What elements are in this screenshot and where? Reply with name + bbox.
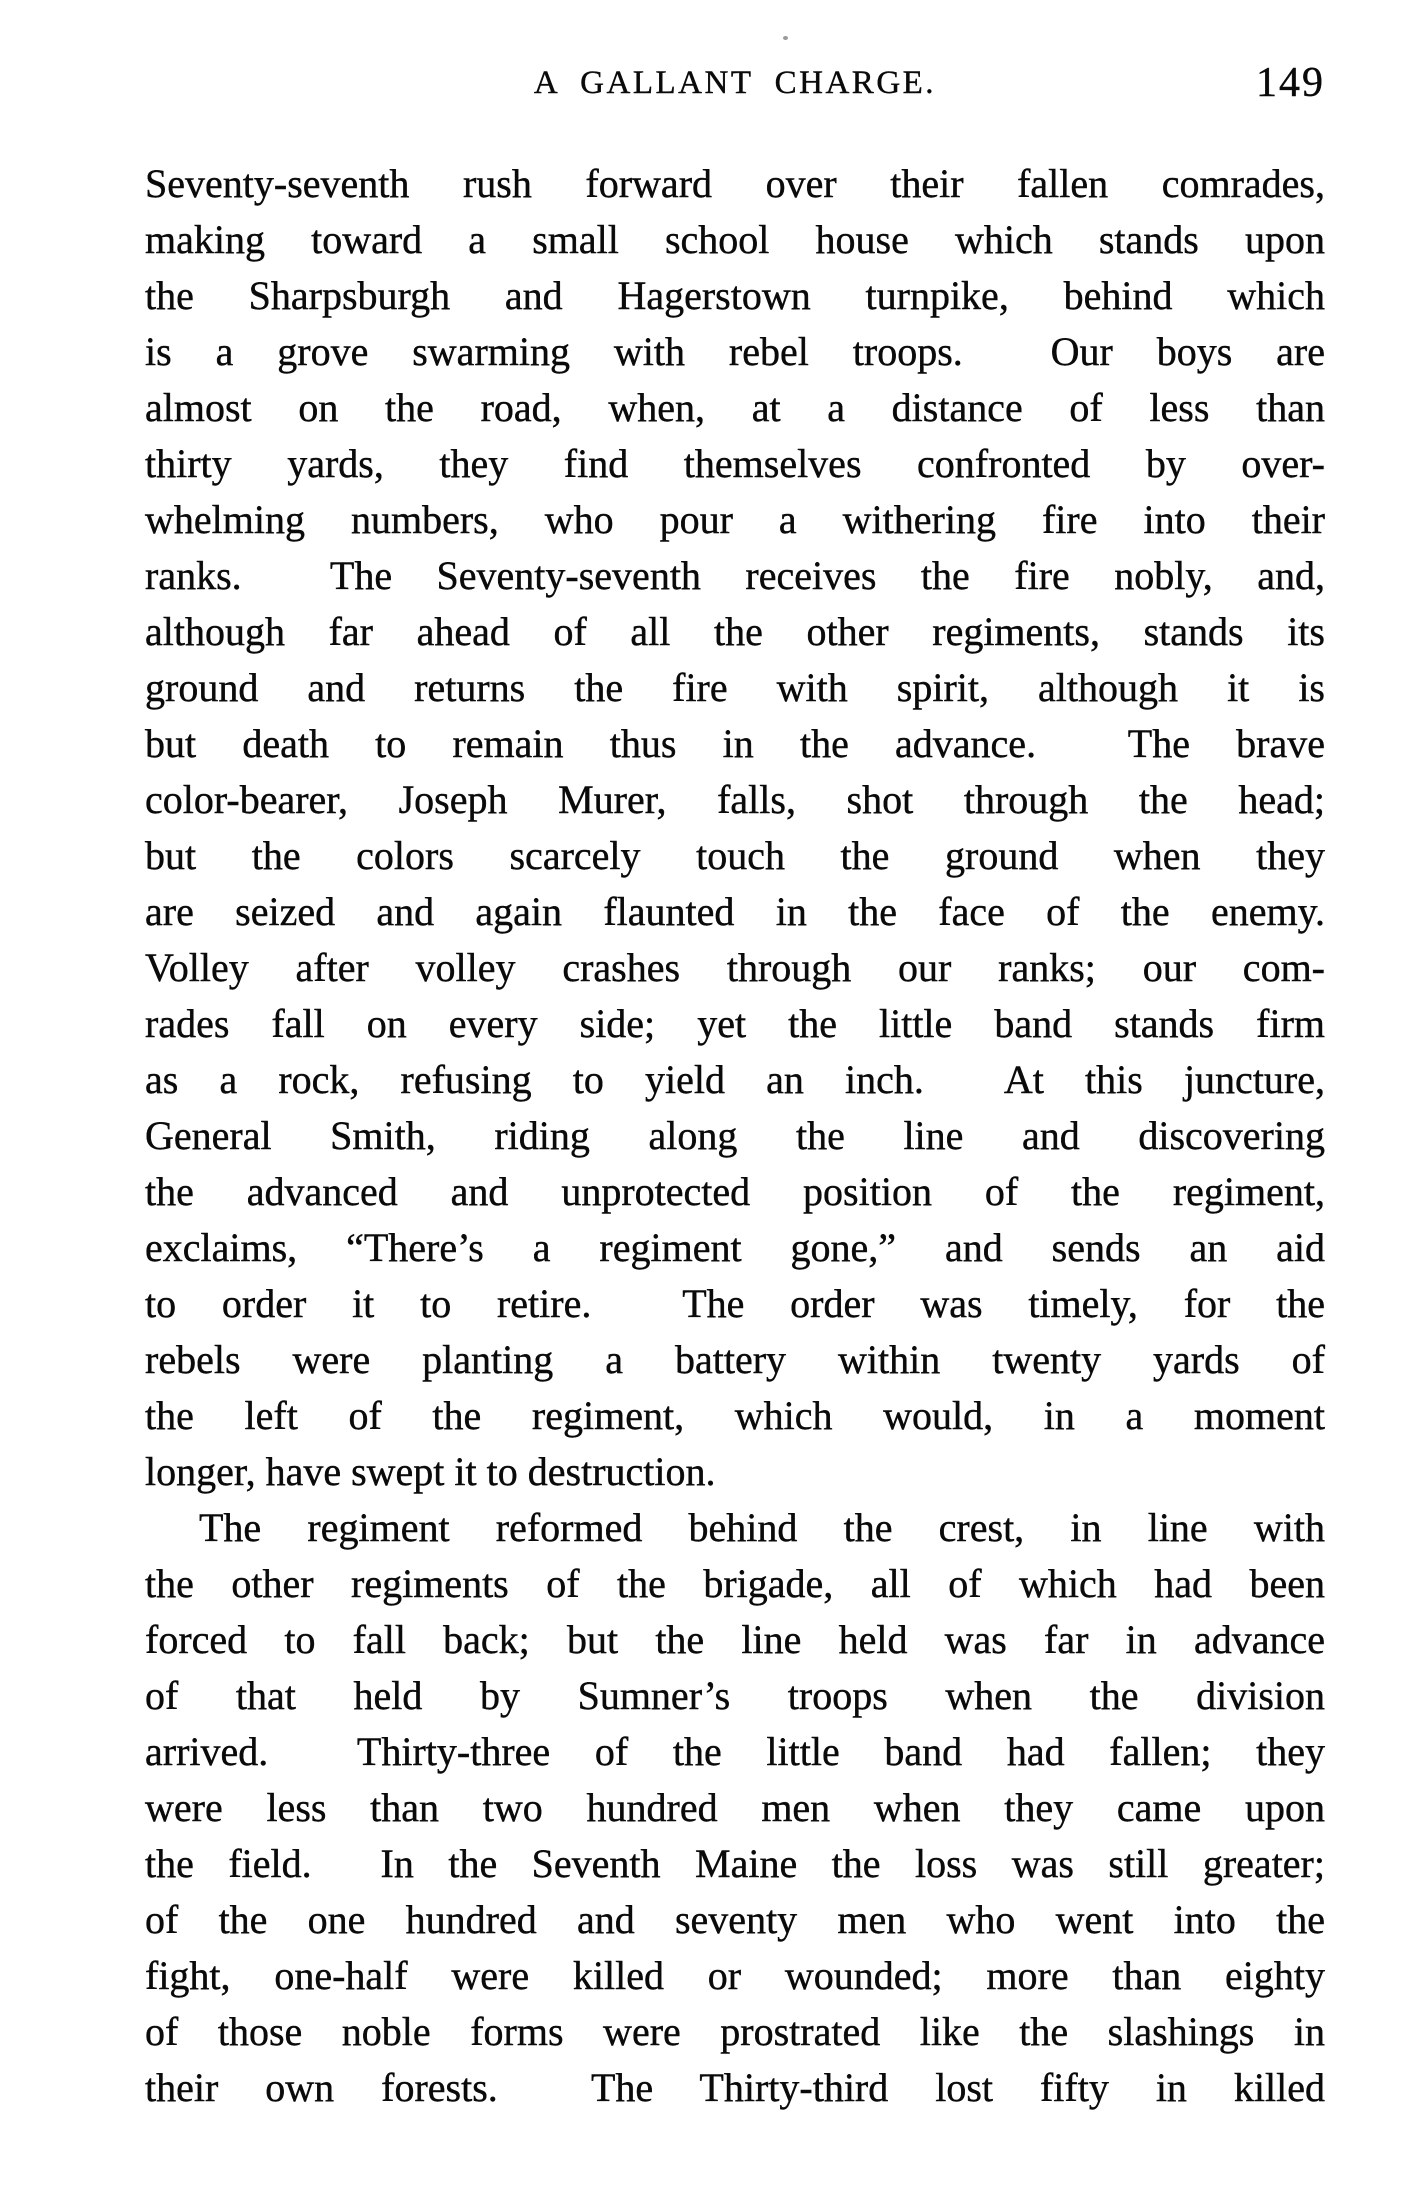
text-line: arrived. Thirty-three of the little band had fallen; they	[145, 1729, 1325, 1774]
text-line: rebels were planting a battery within twenty yards of	[145, 1337, 1325, 1382]
text-line: are seized and again flaunted in the face of the enemy.	[145, 889, 1325, 934]
paragraph	[145, 156, 1325, 1500]
text-line: ground and returns the fire with spirit, although it is	[145, 665, 1325, 710]
text-line: making toward a small school house which stands upon	[145, 217, 1325, 262]
text-line: but the colors scarcely touch the ground when they	[145, 833, 1325, 878]
text-line: ranks. The Seventy-seventh receives the fire nobly, and,	[145, 553, 1325, 598]
scan-artifact-dot	[783, 36, 788, 40]
running-title: A GALLANT CHARGE.	[533, 65, 937, 101]
text-line: of those noble forms were prostrated like the slashings in	[145, 2009, 1325, 2054]
text-line: the left of the regiment, which would, in a moment	[145, 1393, 1325, 1438]
text-line: of that held by Sumner’s troops when the division	[145, 1673, 1325, 1718]
text-line: The regiment reformed behind the crest, in line with	[199, 1505, 1325, 1550]
page-body	[145, 156, 1325, 2116]
page-header	[145, 58, 1325, 108]
text-line: longer, have swept it to destruction.	[145, 1449, 716, 1494]
text-line: the field. In the Seventh Maine the loss was still greater;	[145, 1841, 1325, 1886]
text-line: General Smith, riding along the line and discovering	[145, 1113, 1325, 1158]
paragraph	[145, 1500, 1325, 2116]
text-line: although far ahead of all the other regiments, stands its	[145, 609, 1325, 654]
text-line: thirty yards, they find themselves confronted by over-	[145, 441, 1325, 486]
text-line: Seventy-seventh rush forward over their fallen comrades,	[145, 161, 1325, 206]
text-line: forced to fall back; but the line held was far in advance	[145, 1617, 1325, 1662]
text-line: to order it to retire. The order was timely, for the	[145, 1281, 1325, 1326]
text-line: Volley after volley crashes through our ranks; our com-	[145, 945, 1325, 990]
text-line: were less than two hundred men when they came upon	[145, 1785, 1325, 1830]
text-line: as a rock, refusing to yield an inch. At this juncture,	[145, 1057, 1325, 1102]
text-line: whelming numbers, who pour a withering fire into their	[145, 497, 1325, 542]
text-line: the other regiments of the brigade, all of which had been	[145, 1561, 1325, 1606]
text-line: the advanced and unprotected position of the regiment,	[145, 1169, 1325, 1214]
text-line: almost on the road, when, at a distance of less than	[145, 385, 1325, 430]
text-line: is a grove swarming with rebel troops. Our boys are	[145, 329, 1325, 374]
text-line: the Sharpsburgh and Hagerstown turnpike, behind which	[145, 273, 1325, 318]
text-line: exclaims, “There’s a regiment gone,” and sends an aid	[145, 1225, 1325, 1270]
text-line: of the one hundred and seventy men who went into the	[145, 1897, 1325, 1942]
text-line: color-bearer, Joseph Murer, falls, shot through the head;	[145, 777, 1325, 822]
text-line: rades fall on every side; yet the little band stands firm	[145, 1001, 1325, 1046]
text-line: fight, one-half were killed or wounded; more than eighty	[145, 1953, 1325, 1998]
page-number: 149	[1256, 60, 1325, 106]
text-line: but death to remain thus in the advance. The brave	[145, 721, 1325, 766]
text-line: their own forests. The Thirty-third lost fifty in killed	[145, 2065, 1325, 2110]
